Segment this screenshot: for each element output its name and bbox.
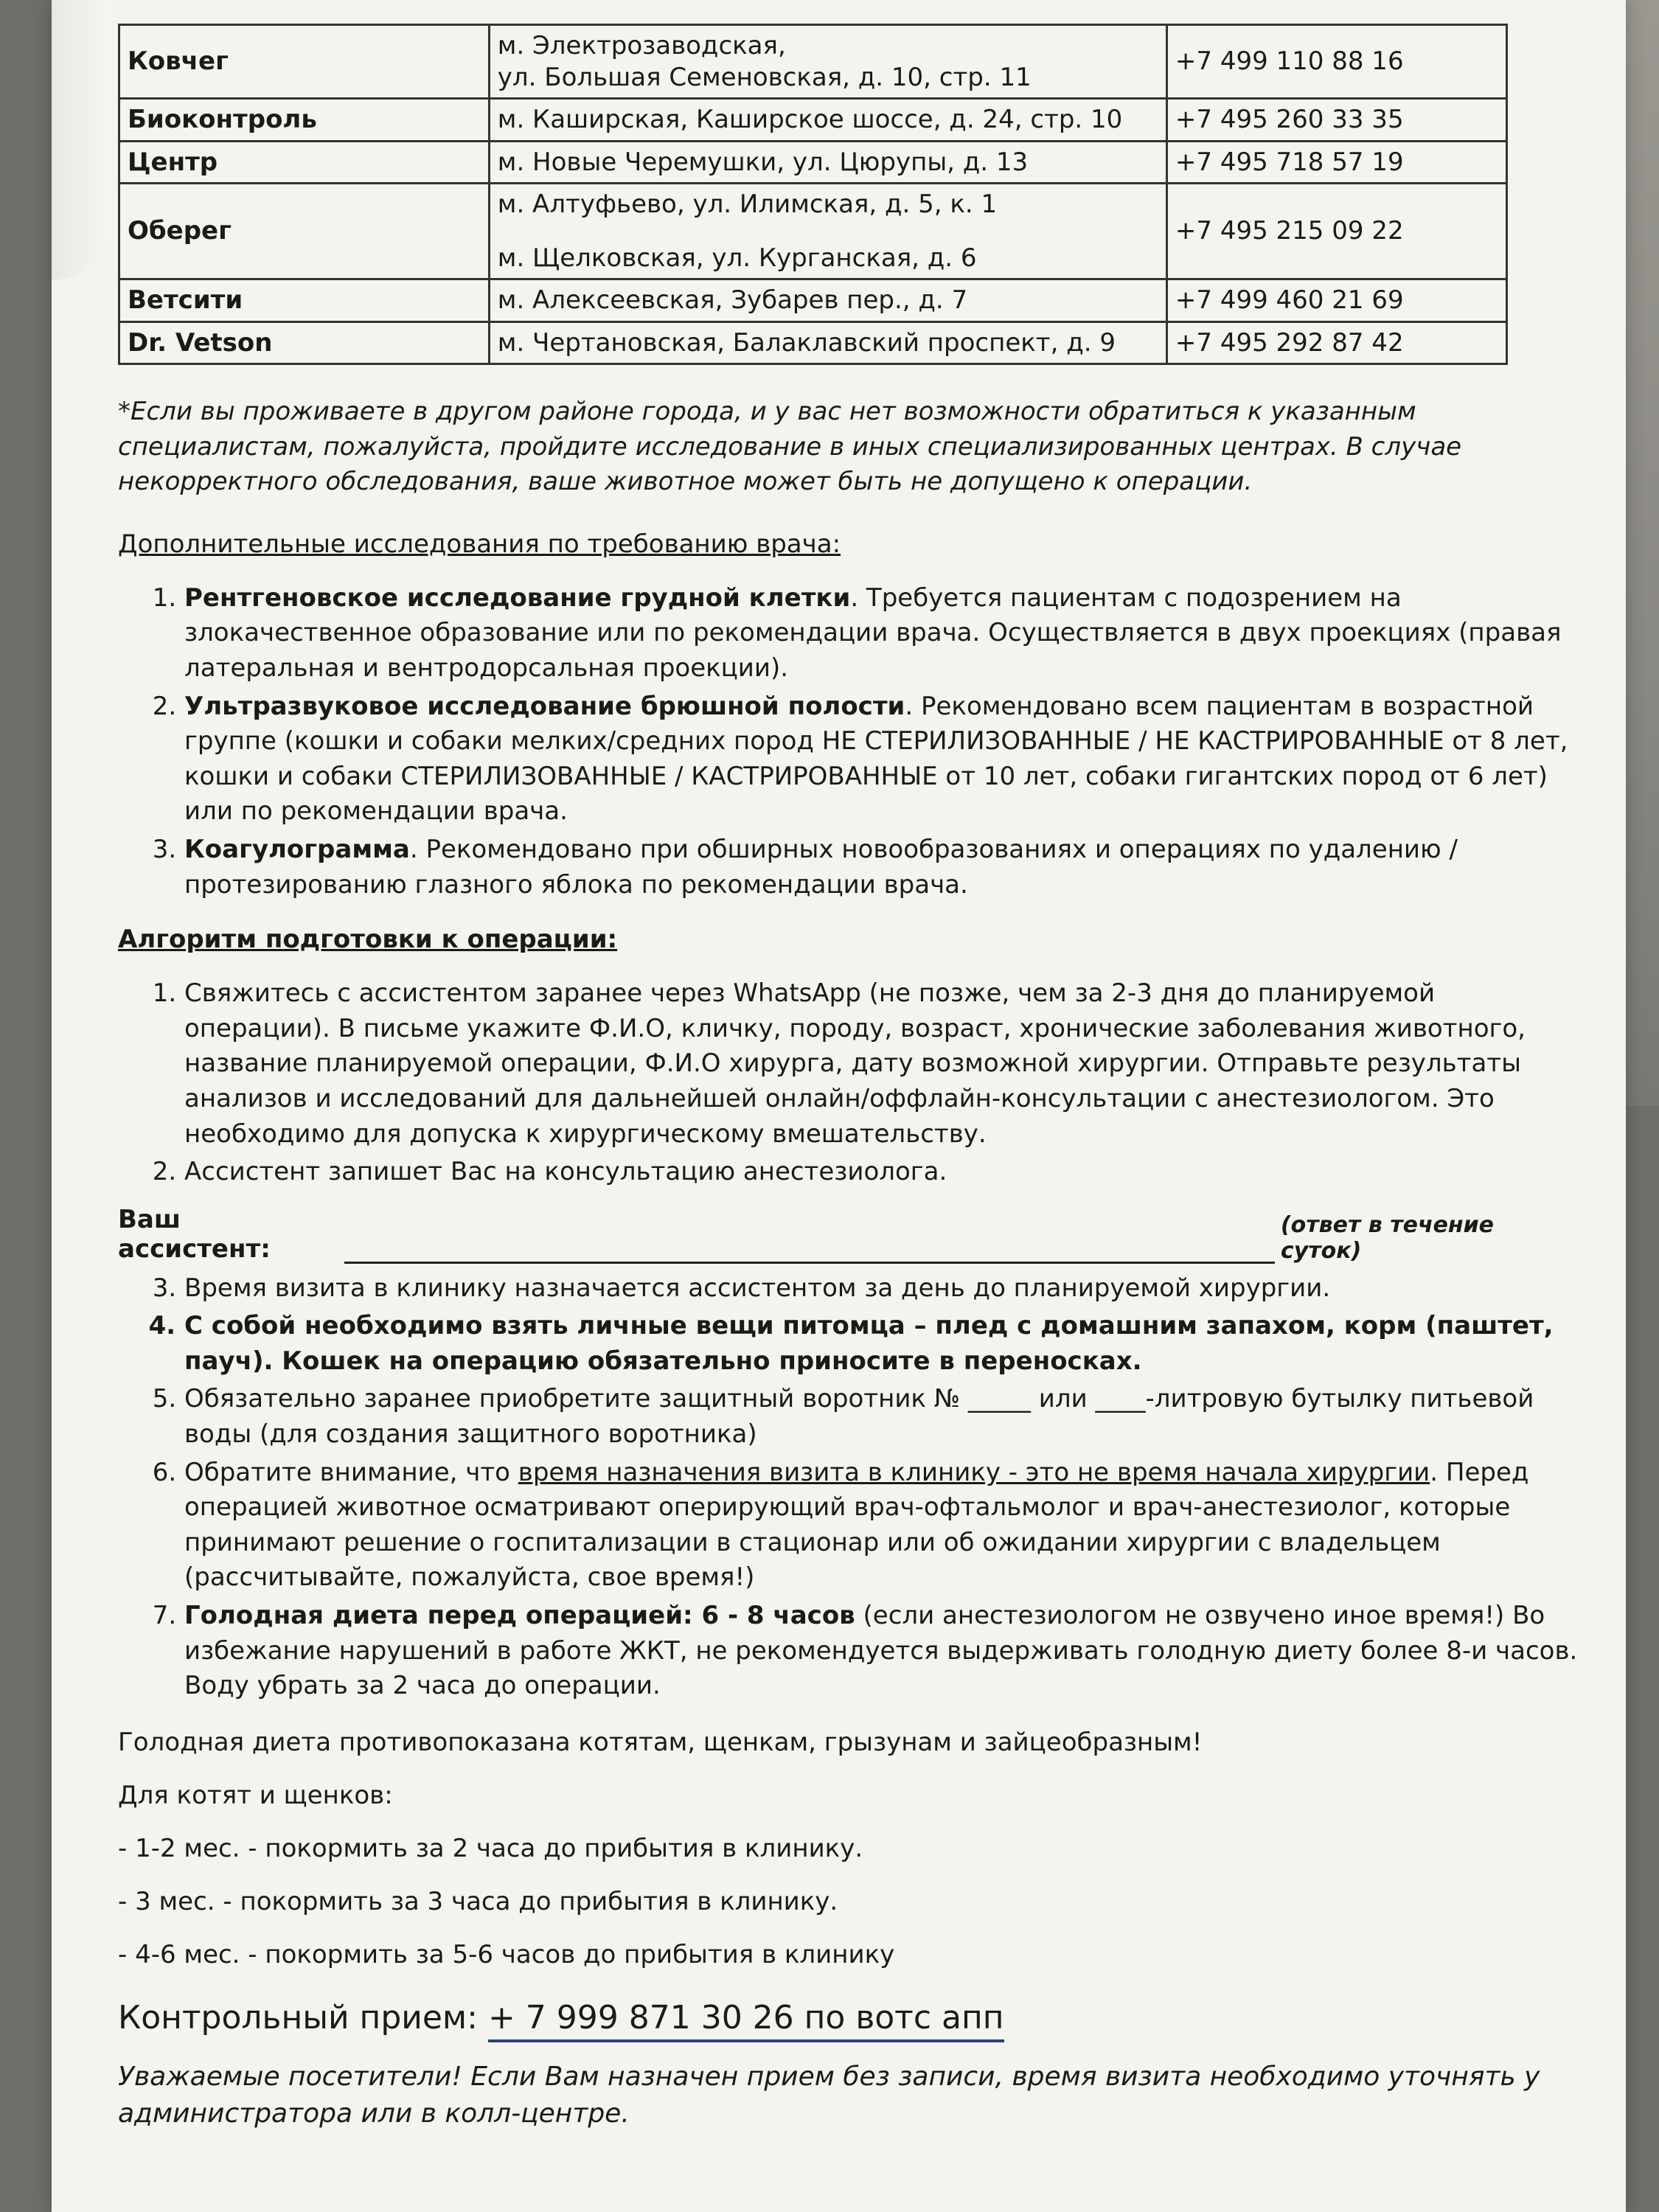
clinic-address bbox=[489, 141, 1166, 184]
control-appointment bbox=[118, 1999, 1578, 2037]
clinic-phone: +7 495 260 33 35 bbox=[1166, 99, 1506, 142]
clinic-name: Ковчег bbox=[119, 25, 490, 99]
address-line: ул. Большая Семеновская, д. 10, стр. 11 bbox=[497, 62, 1032, 92]
item-text: . Требуется пациентам с подозрением на злокачественное образование или по рекомендации врача. Осуществляется в двух проекциях (правая латеральная и вентродорсальная проекции). bbox=[184, 582, 1562, 683]
clinic-address bbox=[489, 184, 1166, 279]
address-line: м. Электрозаводская, bbox=[497, 31, 786, 60]
table-row bbox=[119, 321, 1507, 364]
list-item bbox=[184, 581, 1585, 686]
clinic-name: Dr. Vetson bbox=[119, 321, 490, 364]
control-phone: + 7 999 871 30 26 по вотс апп bbox=[488, 1999, 1004, 2042]
address-line: м. Каширская, Каширское шоссе, д. 24, стр. 10 bbox=[497, 105, 1123, 134]
clinic-phone: +7 499 110 88 16 bbox=[1166, 25, 1506, 99]
assistant-blank bbox=[344, 1239, 1275, 1264]
table-row bbox=[119, 99, 1507, 142]
kittens-item: - 4-6 мес. - покормить за 5-6 часов до прибытия в клинику bbox=[118, 1939, 895, 1969]
item-text: . Рекомендовано всем пациентам в возрастной группе (кошки и собаки мелких/средних пород НЕ СТЕРИЛИЗОВАННЫЕ / НЕ КАСТРИРОВАННЫЕ от 8 лет, кошки и собаки СТЕРИЛИЗОВАННЫЕ / КАСТРИРОВАННЫЕ от 10 лет, собаки гигантских пород от 6 лет) или по рекомендации врача. bbox=[184, 691, 1568, 827]
kittens-item: - 3 мес. - покормить за 3 часа до прибытия в клинику. bbox=[118, 1886, 838, 1916]
document-content bbox=[118, 0, 1578, 2133]
list-item: 4. С собой необходимо взять личные вещи питомца – плед с домашним запахом, корм (паштет, пауч). Кошек на операцию обязательно приносите в переносках. bbox=[184, 1309, 1585, 1379]
clinic-name: Оберег bbox=[119, 184, 490, 279]
clinics-table bbox=[118, 24, 1508, 365]
address-line: м. Новые Черемушки, ул. Цюрупы, д. 13 bbox=[497, 147, 1029, 177]
control-label: Контрольный прием: bbox=[118, 1998, 478, 2037]
assistant-field bbox=[118, 1205, 1578, 1264]
address-line: м. Алексеевская, Зубарев пер., д. 7 bbox=[497, 285, 968, 315]
item-bold: Коагулограмма bbox=[184, 834, 410, 864]
clinic-phone: +7 495 292 87 42 bbox=[1166, 321, 1506, 364]
clinic-phone: +7 499 460 21 69 bbox=[1166, 279, 1506, 322]
item-text: (если анестезиологом не озвучено иное время!) Во избежание нарушений в работе ЖКТ, не рекомендуется выдерживать голодную диету более 8-и часов. Воду убрать за 2 часа до операции. bbox=[184, 1601, 1578, 1701]
list-item: 3. Время визита в клинику назначается ассистентом за день до планируемой хирургии. bbox=[184, 1271, 1585, 1307]
footer-note: Уважаемые посетители! Если Вам назначен прием без записи, время визита необходимо уточнять у администратора или в колл-центре. bbox=[118, 2061, 1540, 2129]
extra-exams-list bbox=[118, 581, 1585, 902]
item-bold: Рентгеновское исследование грудной клетки bbox=[184, 582, 851, 613]
list-item bbox=[184, 832, 1585, 902]
assistant-suffix: (ответ в течение суток) bbox=[1280, 1211, 1494, 1264]
table-row bbox=[119, 25, 1507, 99]
kittens-title: Для котят и щенков: bbox=[118, 1780, 393, 1810]
extra-exams-title: Дополнительные исследования по требованию врача: bbox=[118, 529, 841, 559]
list-item: 5. Обязательно заранее приобретите защитный воротник № _____ или ____-литровую бутылку питьевой воды (для создания защитного воротника) bbox=[184, 1382, 1585, 1452]
list-item bbox=[184, 1599, 1585, 1704]
page-curl bbox=[52, 0, 111, 280]
address-line: м. Алтуфьево, ул. Илимская, д. 5, к. 1 bbox=[497, 189, 998, 219]
address-line: м. Чертановская, Балаклавский проспект, д. 9 bbox=[497, 327, 1116, 358]
algorithm-list-a bbox=[118, 976, 1585, 1190]
clinic-name: Центр bbox=[119, 141, 490, 184]
assistant-label: Ваш ассистент: bbox=[118, 1204, 271, 1264]
list-item bbox=[184, 689, 1585, 830]
algorithm-list-b bbox=[118, 1271, 1585, 1704]
algorithm-title: Алгоритм подготовки к операции: bbox=[118, 925, 618, 955]
list-item bbox=[184, 1455, 1585, 1596]
clinic-address bbox=[489, 321, 1166, 364]
clinics-note: *Если вы проживаете в другом районе города, и у вас нет возможности обратиться к указанным специалистам, пожалуйста, пройдите исследование в иных специализированных центрах. В случае некорректного обследования, ваше животное может быть не допущено к операции. bbox=[118, 397, 1462, 497]
address-line: м. Щелковская, ул. Курганская, д. 6 bbox=[497, 243, 977, 273]
item-text: Обратите внимание, что bbox=[184, 1457, 518, 1487]
clinic-address bbox=[489, 99, 1166, 142]
table-row bbox=[119, 279, 1507, 322]
item-text: . Перед операцией животное осматривают оперирующий врач-офтальмолог и врач-анестезиолог, которые принимают решение о госпитализации в стационар или об ожидании хирургии с владельцем (рассчитывайте, пожалуйста, свое время!) bbox=[184, 1457, 1529, 1593]
clinic-name: Биоконтроль bbox=[119, 99, 490, 142]
table-row bbox=[119, 184, 1507, 279]
item-underlined: время назначения визита в клинику - это не время начала хирургии bbox=[518, 1457, 1430, 1487]
clinic-phone: +7 495 718 57 19 bbox=[1166, 141, 1506, 184]
item-bold: Голодная диета перед операцией: 6 - 8 часов bbox=[184, 1601, 855, 1631]
contraindication: Голодная диета противопоказана котятам, щенкам, грызунам и зайцеобразным! bbox=[118, 1727, 1203, 1757]
clinic-name: Ветсити bbox=[119, 279, 490, 322]
kittens-item: - 1-2 мес. - покормить за 2 часа до прибытия в клинику. bbox=[118, 1833, 863, 1863]
document-page bbox=[52, 0, 1626, 2212]
item-text: . Рекомендовано при обширных новообразованиях и операциях по удалению / протезированию глазного яблока по рекомендации врача. bbox=[184, 834, 1458, 900]
clinic-phone: +7 495 215 09 22 bbox=[1166, 184, 1506, 279]
list-item: 2. Ассистент запишет Вас на консультацию анестезиолога. bbox=[184, 1155, 1585, 1190]
item-bold: Ультразвуковое исследование брюшной полости bbox=[184, 691, 905, 721]
clinic-address bbox=[489, 279, 1166, 322]
table-row bbox=[119, 141, 1507, 184]
clinic-address bbox=[489, 25, 1166, 99]
list-item: 1. Свяжитесь с ассистентом заранее через WhatsApp (не позже, чем за 2-3 дня до планируемой операции). В письме укажите Ф.И.О, кличку, породу, возраст, хронические заболевания животного, название планируемой операции, Ф.И.О хирурга, дату возможной хирургии. Отправьте результаты анализов и исследований для дальнейшей онлайн/оффлайн-консультации с анестезиологом. Это необходимо для допуска к хирургическому вмешательству. bbox=[184, 976, 1585, 1152]
